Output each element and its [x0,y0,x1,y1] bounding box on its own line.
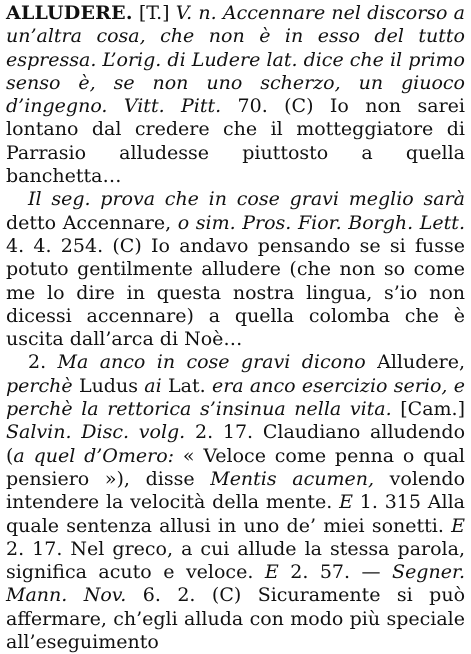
italic-text-run: a quel d’Omero: [13,444,175,467]
entry-paragraph-definition [6,2,465,188]
text-run: 2. 17. Claudiano alludendo ( [6,421,466,467]
italic-text-run: Ma anco in cose gravi dicono [57,351,366,374]
italic-text-run: ai [144,374,162,397]
text-run: 70. (C) Io non sarei lontano dal credere che il motteggiatore di Parrasio alludesse piuttosto a quella banchetta… [6,95,465,188]
entry-paragraph-serious-use [6,188,465,351]
text-run: 1. 315 Alla quale sentenza allusi in uno de’ miei sonetti. [6,491,465,537]
text-run: Lat. [161,374,212,397]
text-run: 2. 57. — [278,561,393,584]
sense-2-body [6,351,465,653]
text-run: 2. [28,351,58,374]
italic-text-run: E [264,561,279,584]
italic-text-run: era anco esercizio serio, e perchè la rettorica s’insinua nella vita. [6,374,465,421]
text-run: 6. 2. (C) Sicuramente si può affermare, ch’egli alluda con modo più speciale all’eseguimento [6,584,466,654]
italic-text-run: Salvin. Disc. volg. [6,421,186,444]
italic-text-run: E [339,491,353,514]
text-run: detto Accennare, [6,211,178,234]
definition-body [6,2,465,187]
italic-text-run: Il seg. prova che in cose gravi meglio sarà [28,188,465,211]
italic-text-run: o sim. Pros. Fior. Borgh. Lett. [177,211,465,234]
text-run: « Veloce come penna o qual pensiero »), disse [6,444,465,490]
text-run: [Cam.] [391,398,465,421]
italic-text-run: Mentis acumen, [210,467,375,490]
entry-headword: ALLUDERE. [6,2,133,24]
italic-text-run: Segner. Mann. Nov. [6,561,465,607]
italic-text-run: perchè [6,374,73,397]
italic-text-run: V. n. Accennare nel discorso a un’altra cosa, che non è in esso del tutto espressa. L’orig. di Ludere lat. dice che il primo senso è, se non uno scherzo, un giuoco d’ingegno. Vitt. Pitt. [6,2,465,118]
entry-paragraph-sense-2 [6,351,465,654]
text-run: volendo intendere la velocità della mente. [6,467,466,514]
text-run: Alludere, [365,351,465,374]
text-run: Ludus [72,374,145,397]
serious-use-body [6,188,465,350]
text-run: [T.] [132,2,176,24]
text-run: 2. 17. Nel greco, a cui allude la stessa parola, significa acuto e veloce. [6,537,465,584]
text-run: 4. 4. 254. (C) Io andavo pensando se si fusse potuto gentilmente alludere (che non so come me lo dire in questa nostra lingua, s’io non dicessi accennare) a quella colomba che è uscita dall’arca di Noè… [6,234,465,351]
italic-text-run: E [451,514,465,537]
dictionary-entry-alludere [6,2,465,654]
